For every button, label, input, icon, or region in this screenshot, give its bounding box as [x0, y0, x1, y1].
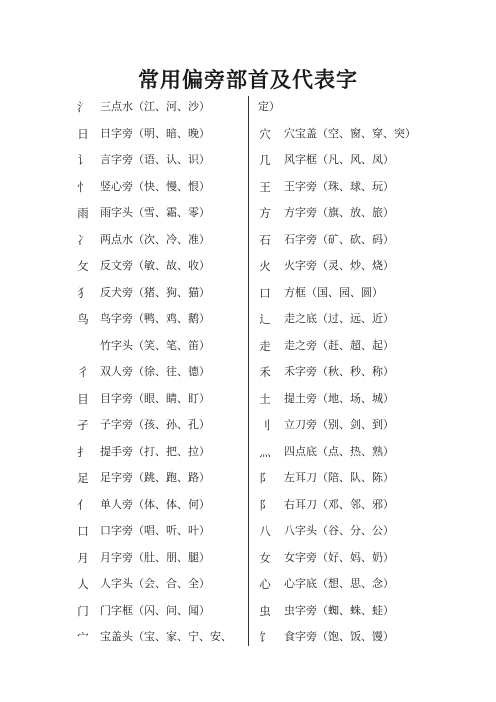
radical-description: 月字旁（肚、朋、腿） [100, 550, 210, 564]
radical-description: 心字底（想、思、念） [284, 577, 394, 590]
radical-row [76, 439, 246, 466]
radical-glyph: 讠 [77, 153, 89, 167]
radical-description: 走之底（过、远、近） [284, 312, 394, 325]
radical-glyph: 方 [259, 206, 271, 220]
continuation-text: 定） [258, 100, 280, 113]
radical-row [258, 386, 458, 413]
radical-row [76, 280, 246, 307]
radical-row [258, 598, 458, 625]
radical-description: 鸟字旁（鸭、鸡、鹅） [100, 312, 210, 325]
radical-row [76, 412, 246, 439]
radical-description: 四点底（点、热、熟） [284, 444, 394, 458]
radical-glyph: 目 [77, 391, 89, 406]
radical-glyph: 口 [259, 285, 271, 300]
radical-description: 禾字旁（秋、秒、称） [284, 365, 394, 378]
radical-description: 虫字旁（蜘、蛛、蛙） [284, 603, 394, 617]
radical-row [258, 518, 458, 545]
radical-description: 方字旁（旗、放、旅） [284, 206, 394, 219]
radical-description: 王字旁（珠、球、玩） [284, 179, 394, 193]
radical-glyph: 扌 [77, 444, 89, 459]
radical-glyph: 辶 [259, 312, 271, 326]
radical-row [258, 412, 458, 439]
radical-glyph: 鸟 [77, 312, 89, 326]
radical-glyph: 雨 [77, 206, 89, 220]
radical-row [76, 518, 246, 545]
left-column [76, 94, 246, 651]
radical-glyph: 攵 [77, 259, 89, 273]
radical-glyph: 月 [77, 550, 89, 565]
radical-row [258, 306, 458, 333]
radical-row [258, 147, 458, 174]
radical-row [76, 333, 246, 360]
page-title: 常用偏旁部首及代表字 [138, 68, 358, 92]
radical-description: 穴宝盖（空、窗、穿、突） [284, 126, 416, 140]
radical-row [76, 359, 246, 386]
radical-description: 人字头（会、合、全） [100, 577, 210, 590]
radical-glyph: 彳 [77, 365, 89, 379]
radical-description: 反文旁（敏、故、收） [100, 259, 210, 272]
radical-description: 走之旁（赶、超、起） [284, 338, 394, 352]
radical-row [76, 174, 246, 201]
radical-glyph: 孑 [77, 418, 89, 432]
radical-description: 女字旁（好、妈、奶） [284, 550, 394, 564]
radical-description: 宝盖头（宝、家、宁、安、 [100, 630, 232, 643]
radical-description: 目字旁（眼、睛、盯） [100, 391, 210, 405]
radical-glyph: 土 [259, 391, 271, 406]
radical-row [258, 121, 458, 148]
radical-row [76, 147, 246, 174]
radical-row [258, 492, 458, 519]
radical-description: 石字旁（矿、砍、码） [284, 232, 394, 246]
radical-row [258, 253, 458, 280]
radical-description: 足字旁（跳、跑、路） [100, 471, 210, 484]
radical-glyph: 灬 [259, 444, 271, 459]
radical-glyph: 足 [77, 471, 89, 485]
radical-glyph: 几 [259, 153, 271, 167]
radical-row [258, 280, 458, 307]
radical-description: 门字框（闪、问、闻） [100, 603, 210, 617]
radical-description: 双人旁（徐、往、德） [100, 365, 210, 378]
radical-row [258, 174, 458, 201]
radical-row [76, 200, 246, 227]
radical-glyph: 冫 [77, 232, 89, 247]
radical-description: 立刀旁（别、剑、到） [284, 418, 394, 431]
radical-description: 子字旁（孩、孙、孔） [100, 418, 210, 431]
radical-glyph: 口 [77, 524, 89, 538]
radical-glyph: 八 [259, 524, 271, 538]
radical-description: 日字旁（明、暗、晚） [100, 126, 210, 140]
radical-glyph: 门 [77, 603, 89, 618]
radical-glyph: 刂 [259, 418, 271, 432]
radical-description: 左耳刀（陪、队、陈） [284, 471, 394, 484]
radical-glyph: 穴 [259, 126, 271, 141]
right-column [258, 94, 458, 651]
radical-glyph: 阝 [259, 497, 271, 512]
radical-row [76, 253, 246, 280]
radical-description: 风字框（凡、风、凤） [284, 153, 394, 166]
radical-row [76, 121, 246, 148]
radical-glyph: 人 [77, 577, 89, 591]
radical-description: 言字旁（语、认、识） [100, 153, 210, 166]
radical-description: 竹字头（笑、笔、笛） [100, 338, 210, 352]
radical-description: 提土旁（地、场、城） [284, 391, 394, 405]
radical-glyph: 饣 [259, 630, 271, 644]
radical-description: 竖心旁（快、慢、恨） [100, 179, 210, 193]
radical-description: 火字旁（灵、炒、烧） [284, 259, 394, 272]
continuation-row [258, 94, 458, 121]
radical-glyph: 氵 [77, 100, 89, 114]
radical-description: 方框（国、园、圆） [284, 285, 383, 299]
radical-row [76, 624, 246, 651]
radical-glyph: 女 [259, 550, 271, 565]
radical-row [76, 492, 246, 519]
radical-row [76, 465, 246, 492]
radical-description: 雨字头（雪、霜、零） [100, 206, 210, 219]
radical-description: 单人旁（体、体、何） [100, 497, 210, 511]
radical-description: 食字旁（饱、饭、馒） [284, 630, 394, 643]
radical-glyph: 犭 [77, 285, 89, 300]
radical-row [258, 333, 458, 360]
radical-description: 右耳刀（邓、邻、邪） [284, 497, 394, 511]
radical-row [258, 359, 458, 386]
radical-glyph: 亻 [77, 497, 89, 512]
radical-description: 两点水（次、冷、准） [100, 232, 210, 246]
radical-glyph: 阝 [259, 471, 271, 485]
radical-row [258, 439, 458, 466]
radical-description: 口字旁（唱、听、叶） [100, 524, 210, 537]
radical-glyph: 心 [259, 577, 271, 591]
radical-row [258, 227, 458, 254]
radical-glyph: 日 [77, 126, 89, 141]
radical-row [76, 227, 246, 254]
radical-row [76, 306, 246, 333]
radical-glyph: 虫 [259, 603, 271, 618]
radical-row [258, 465, 458, 492]
radical-row [76, 386, 246, 413]
radical-row [258, 545, 458, 572]
radical-row [76, 598, 246, 625]
radical-description: 八字头（谷、分、公） [284, 524, 394, 537]
radical-description: 三点水（江、河、沙） [100, 100, 210, 113]
radical-glyph: 禾 [259, 365, 271, 379]
radical-row [76, 545, 246, 572]
radical-glyph: 石 [259, 232, 271, 247]
radical-glyph: 宀 [77, 630, 89, 644]
radical-row [258, 571, 458, 598]
radical-row [258, 200, 458, 227]
radical-row [76, 571, 246, 598]
radical-glyph: 火 [259, 259, 271, 273]
radical-row [76, 94, 246, 121]
radical-glyph: 忄 [77, 179, 89, 194]
radical-row [258, 624, 458, 651]
radical-description: 提手旁（打、把、拉） [100, 444, 210, 458]
radical-glyph: 王 [259, 179, 271, 194]
radical-glyph: 走 [259, 338, 271, 353]
radical-description: 反犬旁（猪、狗、猫） [100, 285, 210, 299]
column-divider [248, 96, 249, 646]
